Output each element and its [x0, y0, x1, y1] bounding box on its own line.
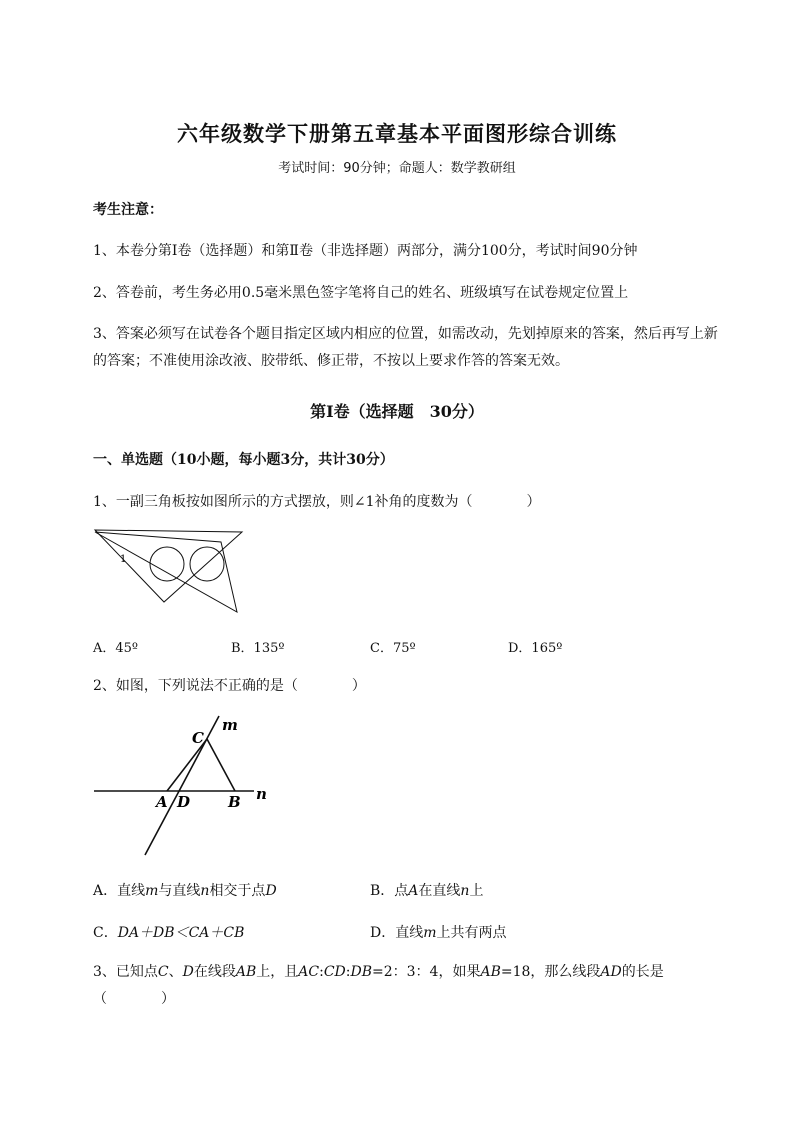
q2-option-a[interactable]: A．直线m与直线n相交于点D [93, 883, 277, 899]
question-2-text: 2、如图，下列说法不正确的是（ [93, 678, 298, 694]
q2-option-c[interactable]: C．DA＋DB＜CA＋CB [93, 925, 245, 941]
question-1-stem [93, 491, 541, 513]
notice-item-1: 1、本卷分第I卷（选择题）和第Ⅱ卷（非选择题）两部分，满分100分，考试时间90分钟 [93, 243, 638, 259]
label-c: C [192, 729, 204, 747]
question-2-stem [93, 675, 366, 697]
question-3-answer-paren: （ ） [93, 991, 175, 1007]
q1-option-b[interactable]: B．135º [231, 641, 285, 656]
circle-left [150, 547, 184, 581]
page-title: 六年级数学下册第五章基本平面图形综合训练 [177, 121, 617, 146]
q1-option-d[interactable]: D．165º [508, 641, 563, 656]
q1-option-c[interactable]: C．75º [370, 641, 416, 656]
q2-option-d[interactable]: D．直线m上共有两点 [370, 925, 507, 941]
paren-close: ） [526, 494, 541, 510]
notice-item-3-line1: 3、答案必须写在试卷各个题目指定区域内相应的位置，如需改动，先划掉原来的答案，然后再写上新 [93, 326, 718, 342]
label-a: A [156, 793, 168, 811]
q1-option-a[interactable]: A．45º [93, 641, 139, 656]
line-m [145, 716, 219, 855]
part-heading: 一、单选题（10小题，每小题3分，共计30分） [93, 452, 394, 468]
section-title: 第I卷（选择题 30分） [310, 402, 484, 421]
notice-item-3-line2: 的答案；不准使用涂改液、胶带纸、修正带，不按以上要求作答的答案无效。 [93, 353, 569, 369]
label-n: n [256, 785, 267, 803]
segment-cb [207, 739, 235, 791]
q2-figure [90, 712, 275, 857]
question-1-text: 1、一副三角板按如图所示的方式摆放，则∠1补角的度数为（ [93, 494, 473, 510]
q2-option-b[interactable]: B．点A在直线n上 [370, 883, 484, 899]
label-m: m [222, 716, 238, 734]
label-d: D [177, 793, 191, 811]
q1-figure [90, 526, 250, 616]
exam-info: 考试时间：90分钟；命题人：数学教研组 [278, 161, 516, 176]
set-square-1 [95, 530, 242, 602]
question-3-stem: 3、已知点C、D在线段AB上，且AC:CD:DB=2：3：4，如果AB=18，那么线段AD的长是 [93, 964, 664, 980]
angle-1-label: 1 [120, 554, 127, 565]
label-b: B [228, 793, 241, 811]
paren-close: ） [351, 678, 366, 694]
notice-heading: 考生注意： [93, 202, 163, 218]
notice-item-2: 2、答卷前，考生务必用0.5毫米黑色签字笔将自己的姓名、班级填写在试卷规定位置上 [93, 285, 629, 301]
